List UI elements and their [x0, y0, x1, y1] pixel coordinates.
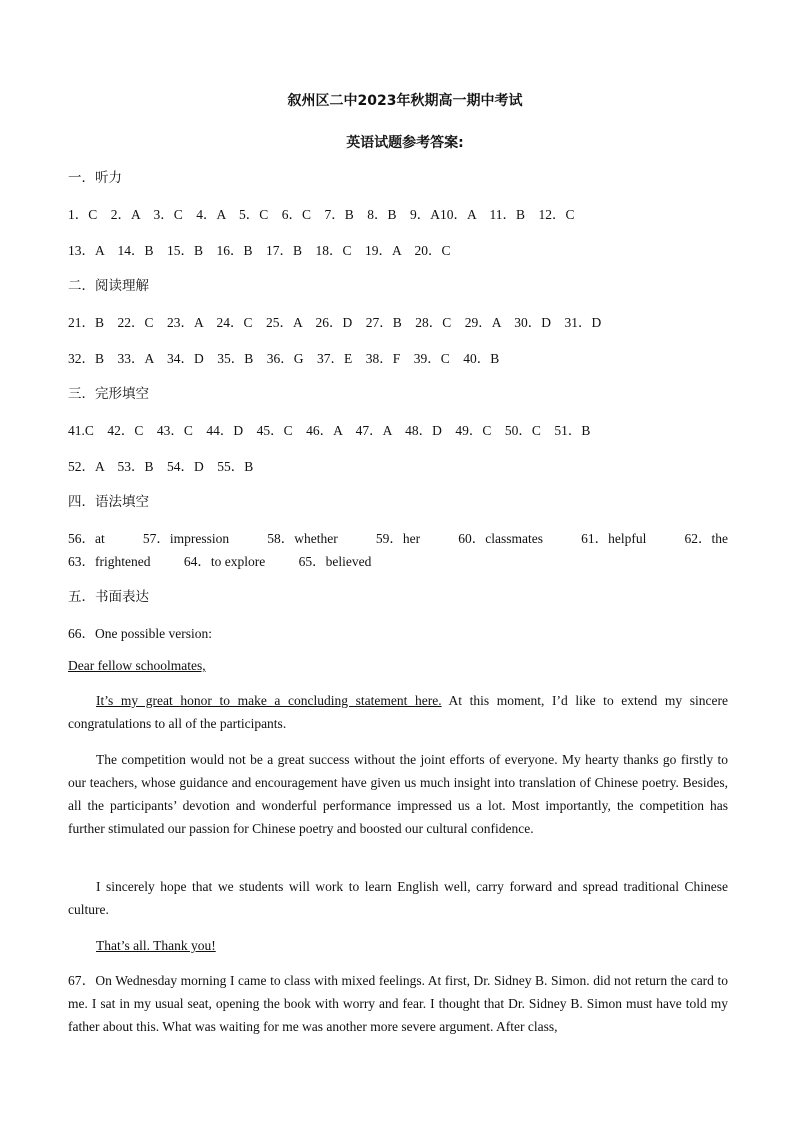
grammar-answer: 59．her — [375, 531, 421, 546]
grammar-answer: 64．to explore — [183, 554, 266, 569]
letter-paragraph-2: The competition would not be a great success without the joint efforts of everyone. My hearty thanks go firstly to our teachers, whose guidance and encouragement have given us much insight into translation of Chinese poetry. Besides, all the participants’ devotion and wonderful performance impressed us a lot. Most importantly, the competition has further stimulated our passion for Chinese poetry and boosted our cultural confidence. — [68, 752, 728, 836]
letter-paragraph-1 — [68, 689, 728, 735]
section-listening: 一．听力 — [68, 170, 122, 186]
letter-paragraph-3: I sincerely hope that we students will work to learn English well, carry forward and spread traditional Chinese culture. — [68, 879, 728, 917]
q66-label: 66．One possible version: — [68, 626, 212, 641]
grammar-answer: 65．believed — [298, 554, 372, 569]
section-reading: 二．阅读理解 — [68, 278, 149, 294]
answer-line-2: 13．A 14．B 15．B 16．B 17．B 18．C 19．A 20．C — [68, 243, 451, 258]
page-title: 叙州区二中2023年秋期高一期中考试 — [287, 93, 523, 109]
grammar-row-2 — [68, 550, 371, 570]
letter-greeting: Dear fellow schoolmates, — [68, 658, 206, 673]
underlined-sentence: It’s my great honor to make a concluding statement here. — [96, 693, 442, 708]
page-subtitle: 英语试题参考答案: — [346, 135, 464, 151]
q67-paragraph: 67．On Wednesday morning I came to class with mixed feelings. At first, Dr. Sidney B. Simon. did not return the card to me. I sat in my usual seat, opening the book with worry and fear. I thought that Dr. Sidney B. Simon must have told my father about this. What was waiting for me was another more severe argument. After class, — [68, 973, 728, 1034]
grammar-answer: 61．helpful — [581, 531, 647, 546]
grammar-row-1 — [68, 527, 728, 547]
grammar-answer: 58．whether — [267, 531, 338, 546]
answer-line-3: 21．B 22．C 23．A 24．C 25．A 26．D 27．B 28．C 29．A 30．D 31．D — [68, 315, 602, 330]
letter-closing: That’s all. Thank you! — [96, 938, 216, 953]
grammar-answer: 60．classmates — [458, 531, 543, 546]
grammar-answer: 57．impression — [142, 531, 230, 546]
answer-line-6: 52．A 53．B 54．D 55．B — [68, 459, 254, 474]
answer-line-4: 32．B 33．A 34．D 35．B 36．G 37．E 38．F 39．C 40．B — [68, 351, 500, 366]
grammar-answer: 63．frightened — [68, 554, 151, 569]
grammar-answer: 56．at — [68, 531, 105, 546]
section-grammar: 四．语法填空 — [68, 494, 149, 510]
answer-line-1: 1．C 2．A 3．C 4．A 5．C 6．C 7．B 8．B 9．A10．A 11．B 12．C — [68, 207, 575, 222]
answer-line-5: 41.C 42．C 43．C 44．D 45．C 46．A 47．A 48．D 49．C 50．C 51．B — [68, 423, 591, 438]
section-writing: 五．书面表达 — [68, 589, 149, 605]
section-cloze: 三．完形填空 — [68, 386, 149, 402]
grammar-answer: 62．the — [684, 531, 728, 546]
paragraph-text: At this moment, I’d like to extend my sincere congratulations to all of the participants. — [68, 693, 729, 731]
